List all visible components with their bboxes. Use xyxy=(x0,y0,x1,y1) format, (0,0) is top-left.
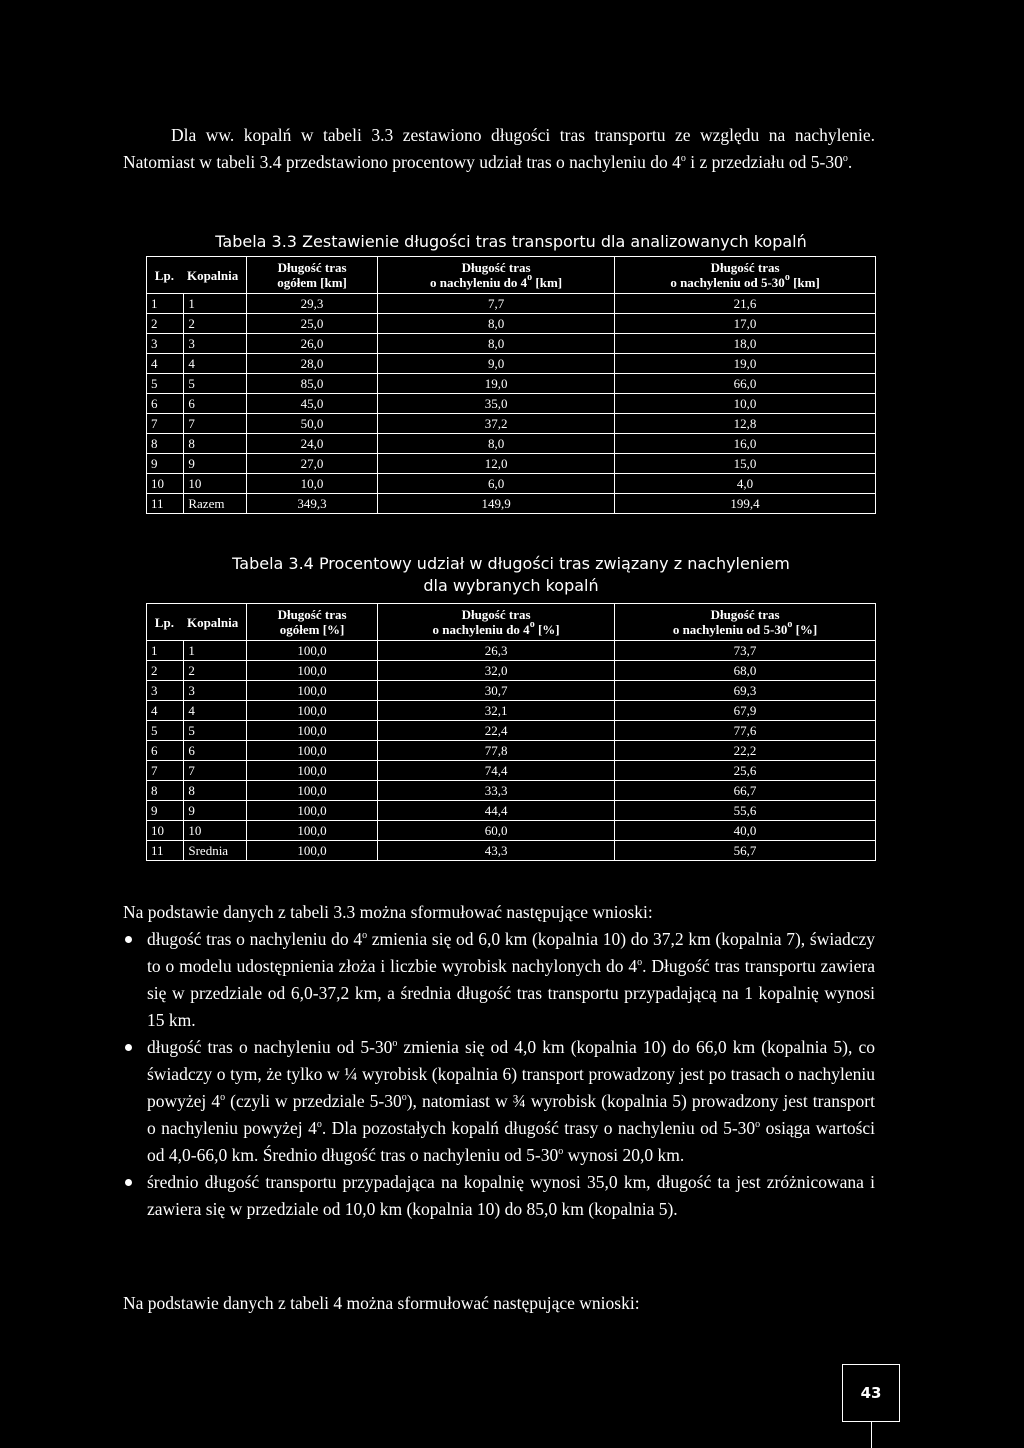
table2-header-row xyxy=(147,604,876,641)
header-line: ogółem [km] xyxy=(277,275,347,290)
header-line: Długość tras xyxy=(461,260,531,275)
cell-total: 100,0 xyxy=(247,781,378,801)
cell-upto4: 22,4 xyxy=(378,721,615,741)
cell-total: 24,0 xyxy=(247,434,378,454)
cell-kopalnia: 6 xyxy=(184,741,247,761)
cell-kopalnia: 7 xyxy=(184,761,247,781)
table-row xyxy=(147,841,876,861)
cell-5to30: 25,6 xyxy=(615,761,876,781)
cell-upto4: 12,0 xyxy=(378,454,615,474)
header-lp: Lp. xyxy=(154,614,174,630)
table2 xyxy=(146,603,876,861)
table2-body xyxy=(147,641,876,861)
table-row xyxy=(147,294,876,314)
cell-total: 100,0 xyxy=(247,821,378,841)
table-row xyxy=(147,701,876,721)
cell-total: 100,0 xyxy=(247,701,378,721)
cell-upto4: 44,4 xyxy=(378,801,615,821)
table1-header-total xyxy=(247,257,378,294)
cell-kopalnia: 10 xyxy=(184,821,247,841)
conclusions2-lead: Na podstawie danych z tabeli 4 można sformułować następujące wnioski: xyxy=(123,1293,640,1313)
cell-upto4: 149,9 xyxy=(378,494,615,514)
table-row xyxy=(147,721,876,741)
cell-lp: 2 xyxy=(147,661,184,681)
header-line: o nachyleniu od 5-30 xyxy=(672,622,788,637)
cell-kopalnia: 3 xyxy=(184,681,247,701)
degree-sup: o xyxy=(558,1146,564,1157)
cell-total: 29,3 xyxy=(247,294,378,314)
cell-upto4: 33,3 xyxy=(378,781,615,801)
table2-caption-line2: dla wybranych kopalń xyxy=(423,576,599,595)
cell-kopalnia: 2 xyxy=(184,661,247,681)
header-kopalnia: Kopalnia xyxy=(186,614,239,630)
table1-header-5to30 xyxy=(615,257,876,294)
list-item xyxy=(123,926,875,1034)
table-row xyxy=(147,314,876,334)
degree-sup: o xyxy=(529,619,535,630)
cell-5to30: 10,0 xyxy=(615,394,876,414)
bullet-text: długość tras o nachyleniu od 5-30 xyxy=(147,1037,393,1057)
cell-5to30: 21,6 xyxy=(615,294,876,314)
cell-total: 45,0 xyxy=(247,394,378,414)
degree-sup: o xyxy=(392,1038,398,1049)
bullet-text: wynosi 20,0 km. xyxy=(563,1145,685,1165)
cell-lp: 4 xyxy=(147,354,184,374)
cell-5to30: 56,7 xyxy=(615,841,876,861)
cell-lp: 7 xyxy=(147,414,184,434)
table-row xyxy=(147,681,876,701)
table-row xyxy=(147,801,876,821)
cell-kopalnia: 10 xyxy=(184,474,247,494)
cell-lp: 6 xyxy=(147,741,184,761)
cell-lp: 10 xyxy=(147,821,184,841)
cell-upto4: 8,0 xyxy=(378,334,615,354)
cell-5to30: 66,0 xyxy=(615,374,876,394)
table-row xyxy=(147,334,876,354)
table1-header-upto4 xyxy=(378,257,615,294)
header-lp: Lp. xyxy=(154,267,174,283)
header-line: Długość tras xyxy=(277,607,347,622)
cell-upto4: 30,7 xyxy=(378,681,615,701)
bullet-text: zmienia się od 6,0 km (kopalnia 10) do 37,2 km (kopalnia 7), świadczy to o modelu udostępnienia złoża i liczbie wyrobisk nachylonych do 4 xyxy=(147,929,876,976)
header-line: [%] xyxy=(792,622,818,637)
table-row xyxy=(147,434,876,454)
cell-kopalnia: 6 xyxy=(184,394,247,414)
cell-total: 100,0 xyxy=(247,681,378,701)
cell-total: 28,0 xyxy=(247,354,378,374)
cell-5to30: 55,6 xyxy=(615,801,876,821)
header-line: o nachyleniu od 5-30 xyxy=(670,275,785,290)
header-line: Długość tras xyxy=(461,607,531,622)
table-row xyxy=(147,494,876,514)
cell-lp: 11 xyxy=(147,841,184,861)
cell-lp: 1 xyxy=(147,294,184,314)
cell-5to30: 199,4 xyxy=(615,494,876,514)
cell-total: 50,0 xyxy=(247,414,378,434)
cell-5to30: 22,2 xyxy=(615,741,876,761)
cell-5to30: 16,0 xyxy=(615,434,876,454)
cell-upto4: 6,0 xyxy=(378,474,615,494)
cell-lp: 1 xyxy=(147,641,184,661)
intro-paragraph xyxy=(123,122,875,176)
header-line: o nachyleniu do 4 xyxy=(432,622,530,637)
cell-5to30: 18,0 xyxy=(615,334,876,354)
list-item xyxy=(123,1034,875,1169)
cell-5to30: 12,8 xyxy=(615,414,876,434)
cell-total: 100,0 xyxy=(247,841,378,861)
cell-lp: 7 xyxy=(147,761,184,781)
cell-5to30: 69,3 xyxy=(615,681,876,701)
table-row xyxy=(147,374,876,394)
cell-upto4: 26,3 xyxy=(378,641,615,661)
table-row xyxy=(147,781,876,801)
cell-5to30: 15,0 xyxy=(615,454,876,474)
cell-total: 26,0 xyxy=(247,334,378,354)
cell-5to30: 40,0 xyxy=(615,821,876,841)
conclusions-list xyxy=(123,926,875,1223)
cell-upto4: 9,0 xyxy=(378,354,615,374)
bullet-text: osiąga wartości od 4,0-66,0 km. Średnio długość tras o nachyleniu od 5-30 xyxy=(147,1118,876,1165)
table1-body xyxy=(147,294,876,514)
degree-sup: o xyxy=(401,1092,407,1103)
table2-header-lp-kopalnia xyxy=(147,604,247,641)
table2-header-total xyxy=(247,604,378,641)
cell-5to30: 66,7 xyxy=(615,781,876,801)
bullet-text: (czyli w przedziale 5-30 xyxy=(225,1091,402,1111)
table-row xyxy=(147,414,876,434)
intro-text: i z przedziału od 5-30 xyxy=(685,152,843,172)
cell-total: 85,0 xyxy=(247,374,378,394)
degree-sup: o xyxy=(637,957,643,968)
table-row xyxy=(147,661,876,681)
cell-5to30: 77,6 xyxy=(615,721,876,741)
bullet-icon xyxy=(125,1179,132,1186)
cell-upto4: 37,2 xyxy=(378,414,615,434)
cell-5to30: 68,0 xyxy=(615,661,876,681)
cell-lp: 8 xyxy=(147,434,184,454)
cell-upto4: 43,3 xyxy=(378,841,615,861)
bullet-text: . Długość tras transportu zawiera się w przedziale od 6,0-37,2 km, a średnia długość tras transportu przypadającą na 1 kopalnię wynosi 15 km. xyxy=(147,956,875,1030)
cell-lp: 3 xyxy=(147,681,184,701)
table2-caption-line1: Tabela 3.4 Procentowy udział w długości tras związany z nachyleniem xyxy=(232,554,790,573)
header-line: [km] xyxy=(789,275,820,290)
cell-lp: 11 xyxy=(147,494,184,514)
header-line: Długość tras xyxy=(710,607,780,622)
degree-sup: o xyxy=(362,930,368,941)
header-line: o nachyleniu do 4 xyxy=(429,275,528,290)
cell-total: 100,0 xyxy=(247,801,378,821)
bullet-text: średnio długość transportu przypadająca na kopalnię wynosi 35,0 km, długość ta jest zróżnicowana i zawiera się w przedziale od 10,0 km (kopalnia 10) do 85,0 km (kopalnia 5). xyxy=(147,1172,875,1219)
cell-kopalnia: Razem xyxy=(184,494,247,514)
table-row xyxy=(147,741,876,761)
conclusions1-lead: Na podstawie danych z tabeli 3.3 można sformułować następujące wnioski: xyxy=(123,902,653,922)
degree-sup: o xyxy=(527,272,533,283)
page-number: 43 xyxy=(842,1364,900,1422)
cell-lp: 4 xyxy=(147,701,184,721)
cell-kopalnia: 5 xyxy=(184,374,247,394)
bullet-text: . Dla pozostałych kopalń długość trasy o nachyleniu od 5-30 xyxy=(321,1118,756,1138)
cell-upto4: 32,1 xyxy=(378,701,615,721)
cell-lp: 5 xyxy=(147,374,184,394)
cell-kopalnia: 5 xyxy=(184,721,247,741)
cell-lp: 3 xyxy=(147,334,184,354)
cell-lp: 9 xyxy=(147,801,184,821)
cell-upto4: 8,0 xyxy=(378,434,615,454)
cell-kopalnia: 1 xyxy=(184,294,247,314)
cell-kopalnia: 9 xyxy=(184,801,247,821)
cell-upto4: 7,7 xyxy=(378,294,615,314)
bullet-text: ), natomiast w ¾ wyrobisk (kopalnia 5) prowadzony jest transport o nachyleniu powyżej 4 xyxy=(147,1091,875,1138)
cell-kopalnia: Srednia xyxy=(184,841,247,861)
cell-upto4: 77,8 xyxy=(378,741,615,761)
cell-upto4: 8,0 xyxy=(378,314,615,334)
header-line: [km] xyxy=(532,275,563,290)
header-line: ogółem [%] xyxy=(279,622,345,637)
cell-lp: 5 xyxy=(147,721,184,741)
cell-upto4: 35,0 xyxy=(378,394,615,414)
cell-kopalnia: 2 xyxy=(184,314,247,334)
cell-5to30: 67,9 xyxy=(615,701,876,721)
cell-lp: 9 xyxy=(147,454,184,474)
cell-lp: 10 xyxy=(147,474,184,494)
cell-upto4: 60,0 xyxy=(378,821,615,841)
table1-header-lp-kopalnia xyxy=(147,257,247,294)
cell-upto4: 19,0 xyxy=(378,374,615,394)
table1 xyxy=(146,256,876,514)
cell-lp: 2 xyxy=(147,314,184,334)
cell-kopalnia: 3 xyxy=(184,334,247,354)
cell-5to30: 73,7 xyxy=(615,641,876,661)
cell-total: 10,0 xyxy=(247,474,378,494)
intro-text: . xyxy=(847,152,853,172)
header-line: Długość tras xyxy=(710,260,780,275)
table-row xyxy=(147,474,876,494)
table-row xyxy=(147,354,876,374)
header-line: Długość tras xyxy=(277,260,347,275)
cell-kopalnia: 4 xyxy=(184,701,247,721)
bullet-icon xyxy=(125,1044,132,1051)
cell-kopalnia: 7 xyxy=(184,414,247,434)
table-row xyxy=(147,761,876,781)
cell-total: 100,0 xyxy=(247,741,378,761)
cell-kopalnia: 9 xyxy=(184,454,247,474)
table-row xyxy=(147,821,876,841)
cell-5to30: 19,0 xyxy=(615,354,876,374)
bullet-icon xyxy=(125,936,132,943)
table1-header-row xyxy=(147,257,876,294)
table2-caption xyxy=(146,553,876,597)
intro-text: Dla ww. kopalń w tabeli 3.3 zestawiono długości tras transportu ze względu na nachylenie. Natomiast w tabeli 3.4 przedstawiono procentowy udział tras o nachyleniu do 4 xyxy=(123,125,875,172)
cell-upto4: 32,0 xyxy=(378,661,615,681)
header-kopalnia: Kopalnia xyxy=(186,267,239,283)
cell-total: 100,0 xyxy=(247,641,378,661)
degree-sup: o xyxy=(220,1092,226,1103)
table1-caption: Tabela 3.3 Zestawienie długości tras transportu dla analizowanych kopalń xyxy=(215,232,807,251)
degree-sup: o xyxy=(316,1119,322,1130)
table2-header-5to30 xyxy=(615,604,876,641)
cell-kopalnia: 8 xyxy=(184,781,247,801)
cell-kopalnia: 4 xyxy=(184,354,247,374)
cell-kopalnia: 8 xyxy=(184,434,247,454)
bullet-text: długość tras o nachyleniu do 4 xyxy=(147,929,363,949)
degree-sup: o xyxy=(787,619,793,630)
cell-total: 100,0 xyxy=(247,761,378,781)
table-row xyxy=(147,394,876,414)
cell-total: 25,0 xyxy=(247,314,378,334)
cell-total: 100,0 xyxy=(247,661,378,681)
cell-upto4: 74,4 xyxy=(378,761,615,781)
table-row xyxy=(147,454,876,474)
cell-lp: 8 xyxy=(147,781,184,801)
degree-sup: o xyxy=(680,153,686,164)
cell-total: 100,0 xyxy=(247,721,378,741)
cell-total: 349,3 xyxy=(247,494,378,514)
cell-total: 27,0 xyxy=(247,454,378,474)
cell-lp: 6 xyxy=(147,394,184,414)
cell-5to30: 17,0 xyxy=(615,314,876,334)
list-item xyxy=(123,1169,875,1223)
degree-sup: o xyxy=(755,1119,761,1130)
bullet-text: zmienia się od 4,0 km (kopalnia 10) do 66,0 km (kopalnia 5), co świadczy o tym, że tylko w ¼ wyrobisk (kopalnia 6) transport prowadzony jest po trasach o nachyleniu powyżej 4 xyxy=(147,1037,876,1111)
table-row xyxy=(147,641,876,661)
table2-header-upto4 xyxy=(378,604,615,641)
degree-sup: o xyxy=(842,153,848,164)
page-number-divider xyxy=(871,1422,872,1448)
cell-5to30: 4,0 xyxy=(615,474,876,494)
cell-kopalnia: 1 xyxy=(184,641,247,661)
degree-sup: o xyxy=(784,272,790,283)
header-line: [%] xyxy=(534,622,560,637)
